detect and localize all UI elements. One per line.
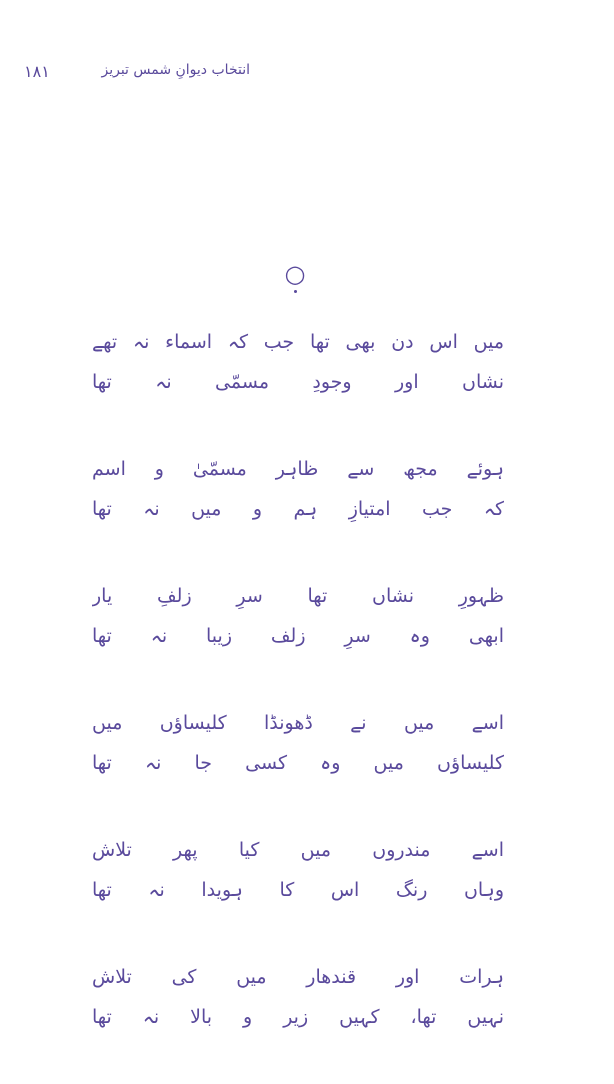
stanza <box>92 576 504 694</box>
verse-line: نہیں تھا، کہیں زیر و بالا نہ تھا <box>92 1006 504 1028</box>
verse-line: کہ جب امتیازِ ہم و میں نہ تھا <box>92 498 504 520</box>
stanza <box>92 703 504 821</box>
running-title: انتخاب دیوانِ شمس تبریز <box>101 62 250 78</box>
ring-ornament-icon: ○ <box>284 260 306 288</box>
verse-line: ظہورِ نشاں تھا سرِ زلفِ یار <box>92 585 504 607</box>
verse-line: میں اس دن بھی تھا جب کہ اسماء نہ تھے <box>92 331 504 353</box>
verse-line: اسے مندروں میں کیا پھر تلاش <box>92 839 504 861</box>
verse-line: ہرات اور قندھار میں کی تلاش <box>92 966 504 988</box>
page-number: ۱۸۱ <box>24 62 50 81</box>
stanza <box>92 957 504 1075</box>
page-header <box>24 58 250 86</box>
verse-line: نشاں اور وجودِ مسمّی نہ تھا <box>92 371 504 393</box>
stanza <box>92 449 504 567</box>
verse-line: ابھی وہ سرِ زلف زیبا نہ تھا <box>92 625 504 647</box>
dot-ornament-icon <box>294 290 297 293</box>
verse-line: کلیساؤں میں وہ کسی جا نہ تھا <box>92 752 504 774</box>
verse-line: وہاں رنگ اس کا ہویدا نہ تھا <box>92 879 504 901</box>
verse-line: ہوئے مجھ سے ظاہر مسمّیٰ و اسم <box>92 458 504 480</box>
stanza <box>92 830 504 948</box>
verse-line: اسے میں نے ڈھونڈا کلیساؤں میں <box>92 712 504 734</box>
section-ornament <box>283 262 307 296</box>
poem <box>92 322 504 1084</box>
stanza <box>92 322 504 440</box>
